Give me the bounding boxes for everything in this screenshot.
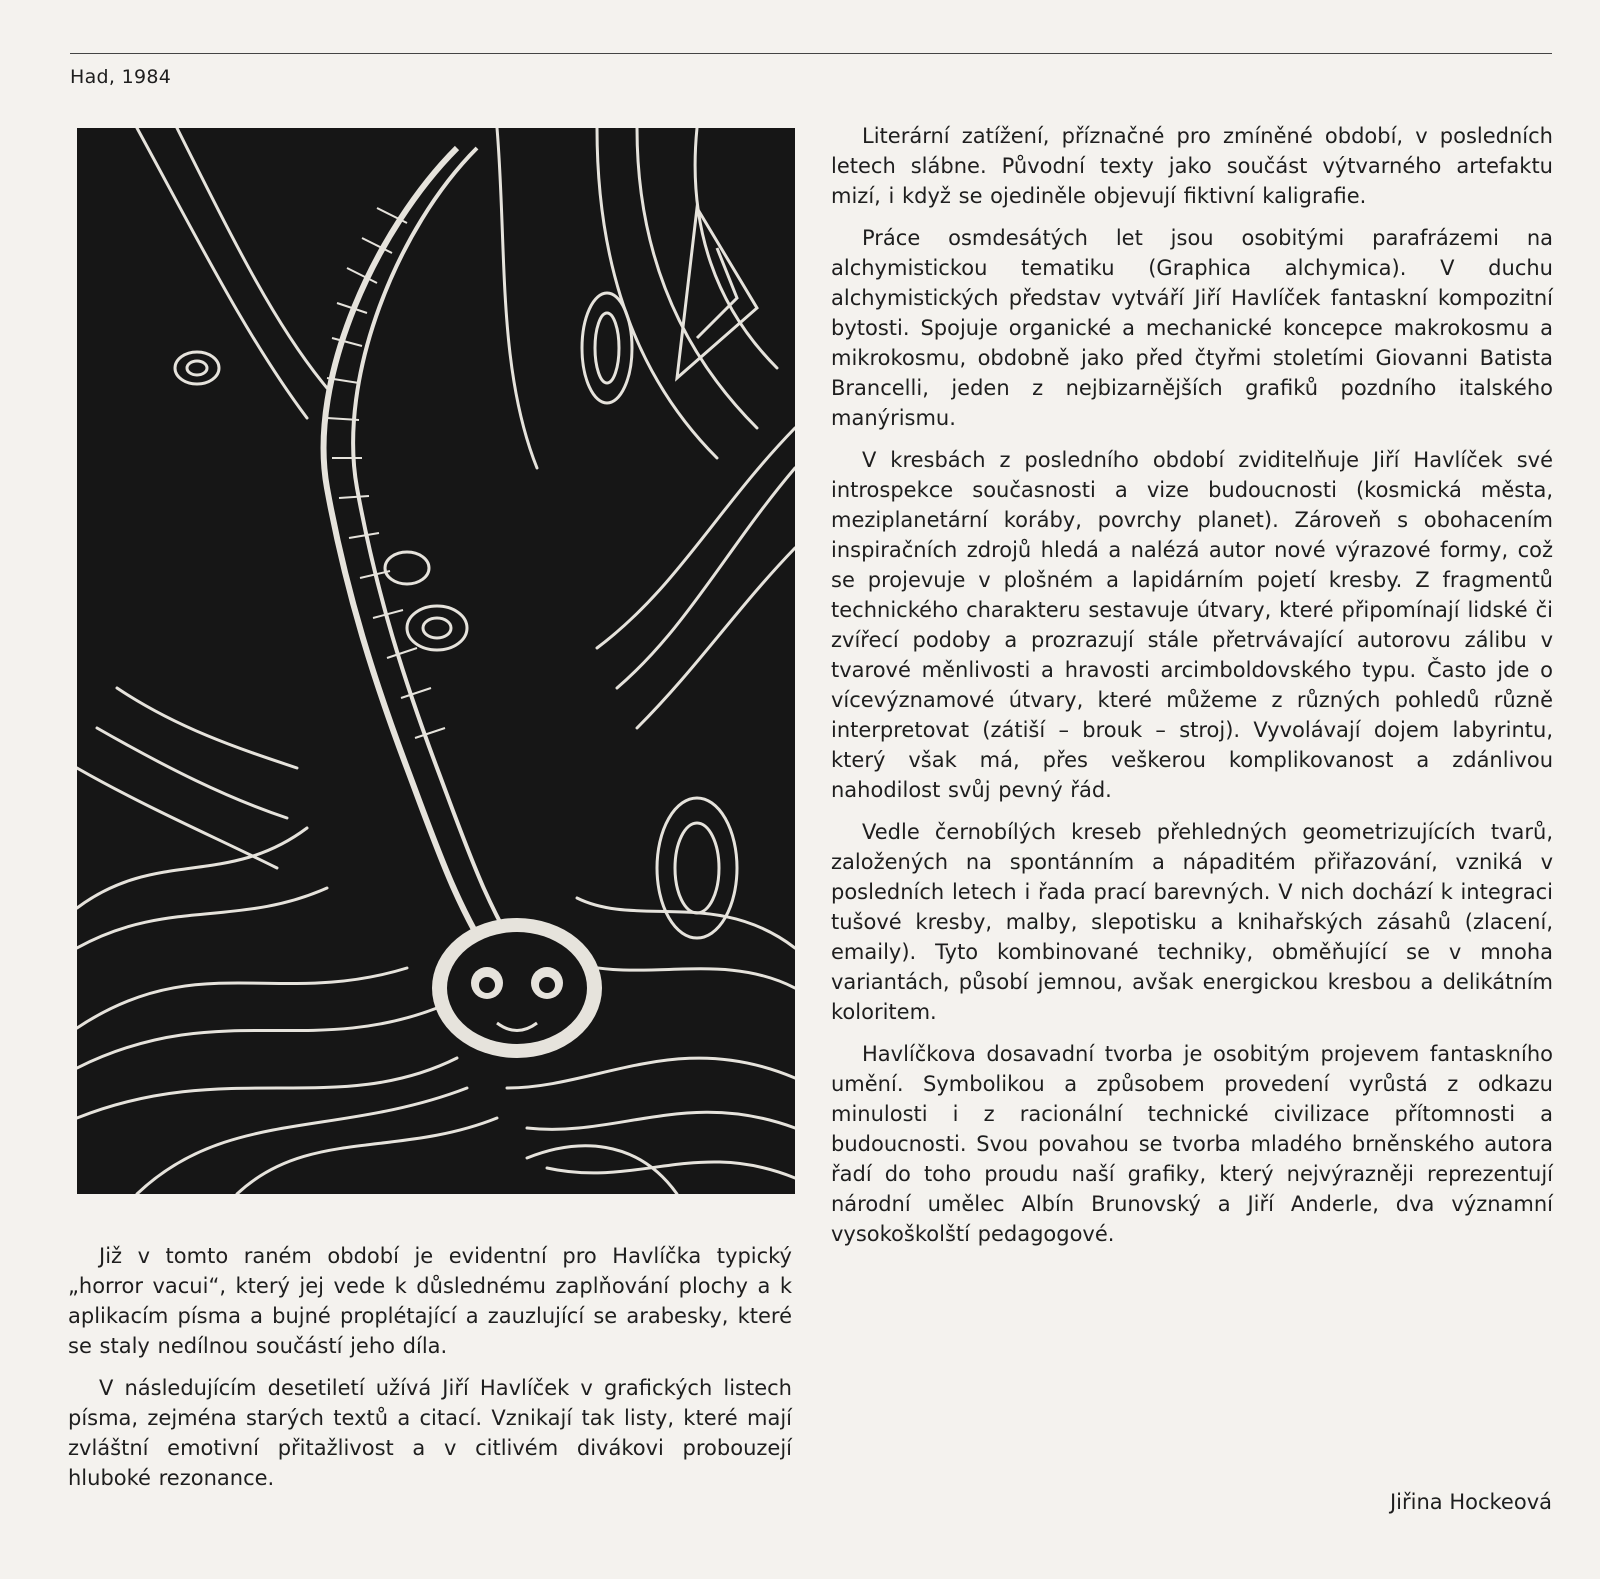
- author-signature: Jiřina Hockeová: [1389, 1490, 1552, 1514]
- paragraph: Vedle černobílých kreseb přehledných geometrizujících tvarů, založených na spontánním a nápaditém přiřazování, vzniká v posledních letech i řada prací barevných. V nich dochází k integraci tušové kresby, malby, slepotisku a knihařských zásahů (zlacení, emaily). Tyto kombinované techniky, obměňující se v mnoha variantách, působí jemnou, avšak energickou kresbou a delikátním koloritem.: [831, 820, 1553, 1024]
- paragraph: Již v tomto raném období je evidentní pro Havlíčka typický „horror vacui“, který jej vede k důslednému zaplňování plochy a k aplikacím písma a bujné proplétající a zauzlující se arabesky, které se staly nedílnou součástí jeho díla.: [68, 1244, 792, 1358]
- paragraph: Havlíčkova dosavadní tvorba je osobitým projevem fantaskního umění. Symbolikou a způsobem provedení vyrůstá z odkazu minulosti i z racionální technické civilizace přítomnosti a budoucnosti. Svou povahou se tvorba mladého brněnského autora řadí do toho proudu naší grafiky, který nejvýrazněji reprezentují národní umělec Albín Brunovský a Jiří Anderle, dva významní vysokoškolští pedagogové.: [831, 1042, 1553, 1246]
- snake-drawing: [77, 128, 795, 1194]
- paragraph: Práce osmdesátých let jsou osobitými parafrázemi na alchymistickou tematiku (Graphica alchymica). V duchu alchymistických představ vytváří Jiří Havlíček fantaskní kompozitní bytosti. Spojuje organické a mechanické koncepce makrokosmu a mikrokosmu, obdobně jako před čtyřmi stoletími Giovanni Batista Brancelli, jeden z nejbizarnějších grafiků pozdního italského manýrismu.: [831, 226, 1553, 430]
- snake-head: [432, 918, 602, 1058]
- paragraph: V kresbách z posledního období zviditelňuje Jiří Havlíček své introspekce současnosti a vize budoucnosti (kosmická města, meziplanetární koráby, povrchy planet). Zároveň s obohacením inspiračních zdrojů hledá a nalézá autor nové výrazové formy, což se projevuje v plošném a lapidárním pojetí kresby. Z fragmentů technického charakteru sestavuje útvary, které připomínají lidské či zvířecí podoby a prozrazují stále přetrvávající autorovu zálibu v tvarové měnlivosti a hravosti arcimboldovského typu. Často jde o vícevýznamové útvary, které můžeme z různých pohledů různě interpretovat (zátiší – brouk – stroj). Vyvolávají dojem labyrintu, který však má, přes veškerou komplikovanost a zdánlivou nahodilost svůj pevný řád.: [831, 448, 1553, 802]
- figure-caption: Had, 1984: [70, 66, 172, 88]
- left-column: [68, 1241, 792, 1505]
- top-rule: [70, 53, 1552, 54]
- artwork-illustration: [77, 128, 795, 1194]
- right-column: [831, 121, 1553, 1261]
- paragraph: Literární zatížení, příznačné pro zmíněné období, v posledních letech slábne. Původní texty jako součást výtvarného artefaktu mizí, i když se ojediněle objevují fiktivní kaligrafie.: [831, 124, 1553, 208]
- paragraph: V následujícím desetiletí užívá Jiří Havlíček v grafických listech písma, zejména starých textů a citací. Vznikají tak listy, které mají zvláštní emotivní přitažlivost a v citlivém divákovi probouzejí hluboké rezonance.: [68, 1376, 792, 1490]
